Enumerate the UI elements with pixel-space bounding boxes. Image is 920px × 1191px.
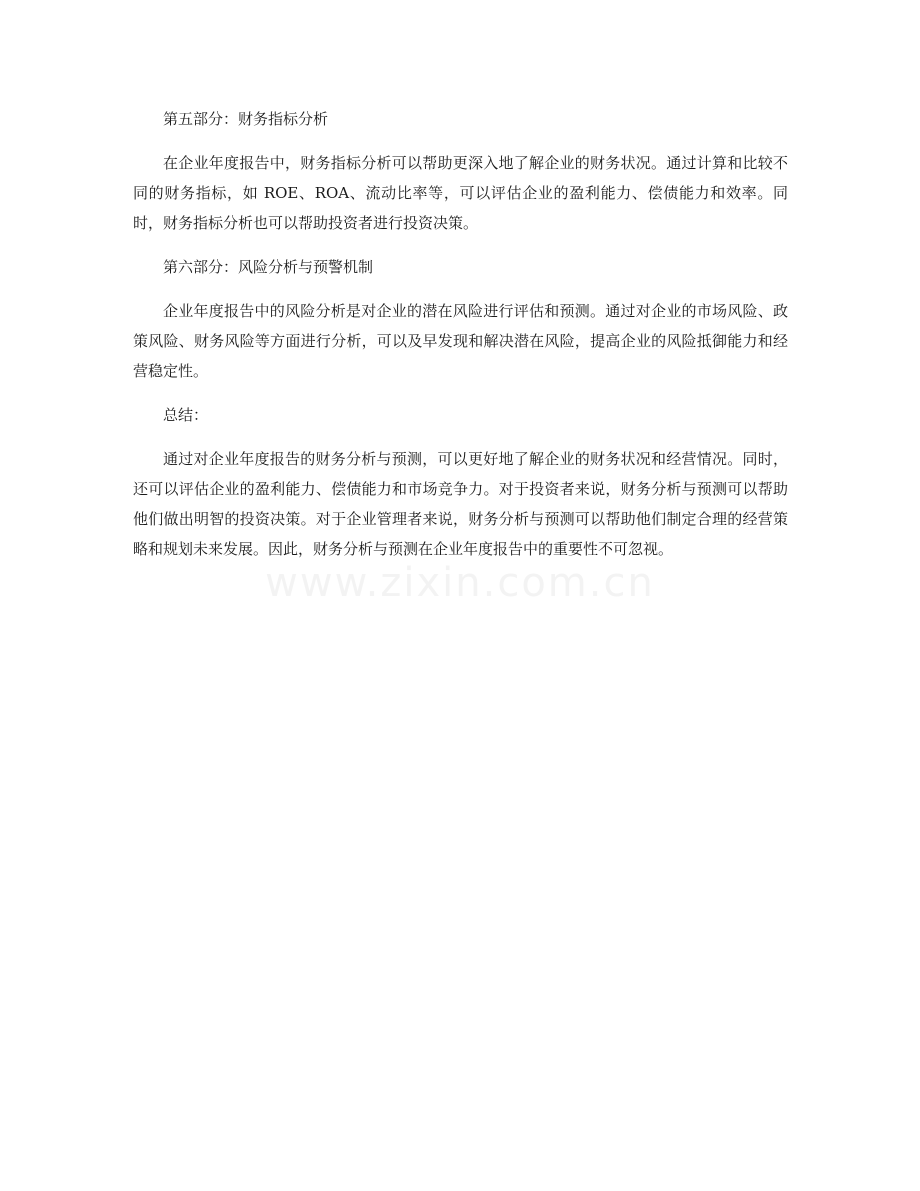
section-body-5: 在企业年度报告中，财务指标分析可以帮助更深入地了解企业的财务状况。通过计算和比较不同的财务指标，如 ROE、ROA、流动比率等，可以评估企业的盈利能力、偿债能力和效率。同时，财务指标分析也可以帮助投资者进行投资决策。 <box>133 154 788 232</box>
document-content <box>133 104 788 564</box>
section-heading-5: 第五部分：财务指标分析 <box>163 110 329 128</box>
summary-body: 通过对企业年度报告的财务分析与预测，可以更好地了解企业的财务状况和经营情况。同时，还可以评估企业的盈利能力、偿债能力和市场竞争力。对于投资者来说，财务分析与预测可以帮助他们做出明智的投资决策。对于企业管理者来说，财务分析与预测可以帮助他们制定合理的经营策略和规划未来发展。因此，财务分析与预测在企业年度报告中的重要性不可忽视。 <box>133 450 788 558</box>
watermark: www.zixin.com.cn <box>265 560 655 606</box>
section-body-6: 企业年度报告中的风险分析是对企业的潜在风险进行评估和预测。通过对企业的市场风险、政策风险、财务风险等方面进行分析，可以及早发现和解决潜在风险，提高企业的风险抵御能力和经营稳定性。 <box>133 302 788 380</box>
section-heading-6: 第六部分：风险分析与预警机制 <box>163 258 374 276</box>
summary-heading: 总结： <box>163 406 209 424</box>
